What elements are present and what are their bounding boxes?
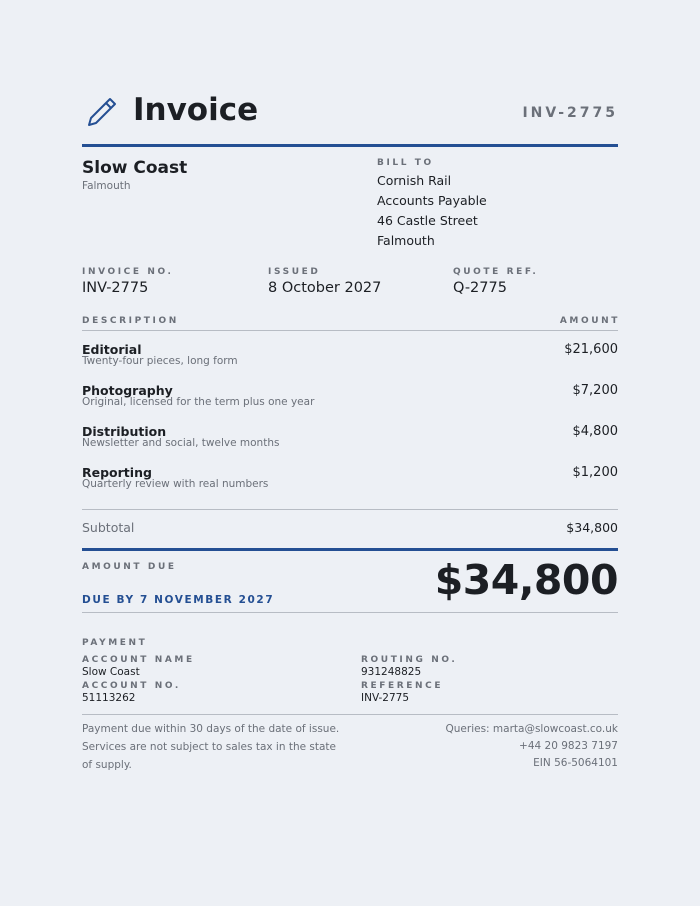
page-title: Invoice [133, 92, 259, 128]
line-item-title: Photography [82, 383, 173, 398]
line-item-amount: $21,600 [564, 342, 618, 357]
description-column-header: DESCRIPTION [82, 316, 179, 326]
bill-to-line: 46 Castle Street [377, 213, 478, 228]
terms-line: Services are not subject to sales tax in the state [82, 741, 337, 753]
contact-phone: +44 20 9823 7197 [519, 740, 618, 752]
pencil-icon [86, 94, 120, 128]
quote-ref-value: Q-2775 [453, 280, 507, 296]
line-item-description: Original, licensed for the term plus one year [82, 396, 315, 408]
amount-due-rule [82, 548, 618, 551]
line-item-amount: $7,200 [572, 383, 618, 398]
line-item-title: Distribution [82, 424, 167, 439]
bill-to-label: BILL TO [377, 158, 434, 168]
footer-rule [82, 714, 618, 715]
account-name-value: Slow Coast [82, 666, 140, 678]
line-item-amount: $1,200 [572, 465, 618, 480]
amount-due-bottom-rule [82, 612, 618, 613]
bill-to-line: Cornish Rail [377, 173, 452, 188]
account-no-value: 51113262 [82, 692, 136, 704]
subtotal-label: Subtotal [82, 520, 135, 535]
line-item-description: Newsletter and social, twelve months [82, 437, 280, 449]
bill-to-line: Falmouth [377, 233, 435, 248]
reference-value: INV-2775 [361, 692, 410, 704]
routing-value: 931248825 [361, 666, 422, 678]
invoice-no-value: INV-2775 [82, 280, 149, 296]
line-item-amount: $4,800 [572, 424, 618, 439]
contact-email[interactable]: Queries: marta@slowcoast.co.uk [445, 723, 618, 735]
subtotal-value: $34,800 [566, 520, 618, 535]
table-header-rule [82, 330, 618, 331]
due-date: DUE BY 7 NOVEMBER 2027 [82, 594, 275, 606]
amount-due-value: $34,800 [434, 556, 618, 604]
amount-due-label: AMOUNT DUE [82, 562, 177, 572]
header-rule [82, 144, 618, 147]
bill-to-line: Accounts Payable [377, 193, 487, 208]
routing-label: ROUTING NO. [361, 655, 458, 665]
contact-ein: EIN 56-5064101 [533, 757, 618, 769]
subtotal-rule [82, 509, 618, 510]
issued-value: 8 October 2027 [268, 280, 382, 296]
account-name-label: ACCOUNT NAME [82, 655, 195, 665]
line-item-description: Twenty-four pieces, long form [82, 355, 238, 367]
amount-column-header: AMOUNT [559, 316, 620, 326]
sender-name: Slow Coast [82, 158, 188, 178]
line-item-title: Reporting [82, 465, 152, 480]
reference-label: REFERENCE [361, 681, 444, 691]
issued-label: ISSUED [268, 267, 321, 277]
terms-line: Payment due within 30 days of the date of issue. [82, 723, 340, 735]
line-item-title: Editorial [82, 342, 142, 357]
quote-ref-label: QUOTE REF. [453, 267, 539, 277]
line-item-description: Quarterly review with real numbers [82, 478, 269, 490]
invoice-no-label: INVOICE NO. [82, 267, 174, 277]
terms-line: of supply. [82, 759, 132, 771]
account-no-label: ACCOUNT NO. [82, 681, 181, 691]
sender-city: Falmouth [82, 180, 131, 192]
invoice-number-header: INV-2775 [522, 105, 618, 121]
payment-label: PAYMENT [82, 638, 148, 648]
